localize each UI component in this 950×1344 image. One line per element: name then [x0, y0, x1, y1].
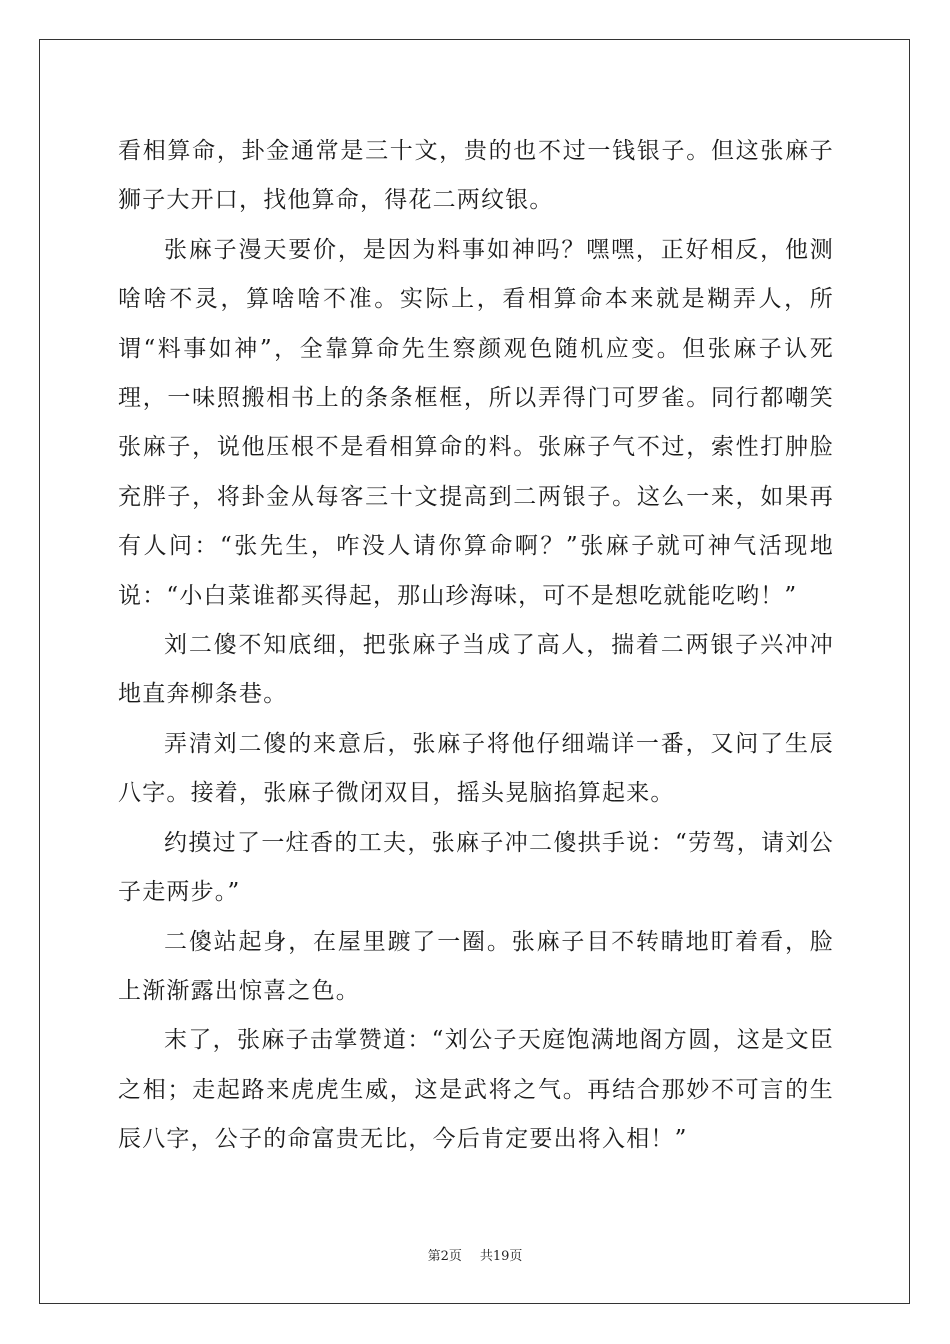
paragraph: 弄清刘二傻的来意后，张麻子将他仔细端详一番，又问了生辰八字。接着，张麻子微闭双目，摇头晃脑掐算起来。 — [118, 730, 834, 807]
page-number: 第2页 — [427, 1249, 462, 1264]
paragraph: 张麻子漫天要价，是因为料事如神吗？嘿嘿，正好相反，他测啥啥不灵，算啥啥不准。实际上，看相算命本来就是糊弄人，所谓“料事如神”，全靠算命先生察颜观色随机应变。但张麻子认死理，一味照搬相书上的条条框框，所以弄得门可罗雀。同行都嘲笑张麻子，说他压根不是看相算命的料。张麻子气不过，索性打肿脸充胖子，将卦金从每客三十文提高到二两银子。这么一来，如果再有人问：“张先生，咋没人请你算命啊？”张麻子就可神气活现地说：“小白菜谁都买得起，那山珍海味，可不是想吃就能吃哟！” — [118, 236, 834, 609]
paragraph: 末了，张麻子击掌赞道：“刘公子天庭饱满地阁方圆，这是文臣之相；走起路来虎虎生威，这是武将之气。再结合那妙不可言的生辰八字，公子的命富贵无比，今后肯定要出将入相！” — [118, 1027, 834, 1153]
page-total: 共19页 — [479, 1249, 523, 1264]
paragraph: 刘二傻不知底细，把张麻子当成了高人，揣着二两银子兴冲冲地直奔柳条巷。 — [118, 632, 834, 708]
page-footer — [0, 1245, 950, 1264]
document-body — [118, 127, 834, 1165]
paragraph: 约摸过了一炷香的工夫，张麻子冲二傻拱手说：“劳驾，请刘公子走两步。” — [118, 829, 834, 906]
paragraph: 二傻站起身，在屋里踱了一圈。张麻子目不转睛地盯着看，脸上渐渐露出惊喜之色。 — [118, 928, 834, 1004]
paragraph: 看相算命，卦金通常是三十文，贵的也不过一钱银子。但这张麻子狮子大开口，找他算命，得花二两纹银。 — [118, 138, 834, 214]
